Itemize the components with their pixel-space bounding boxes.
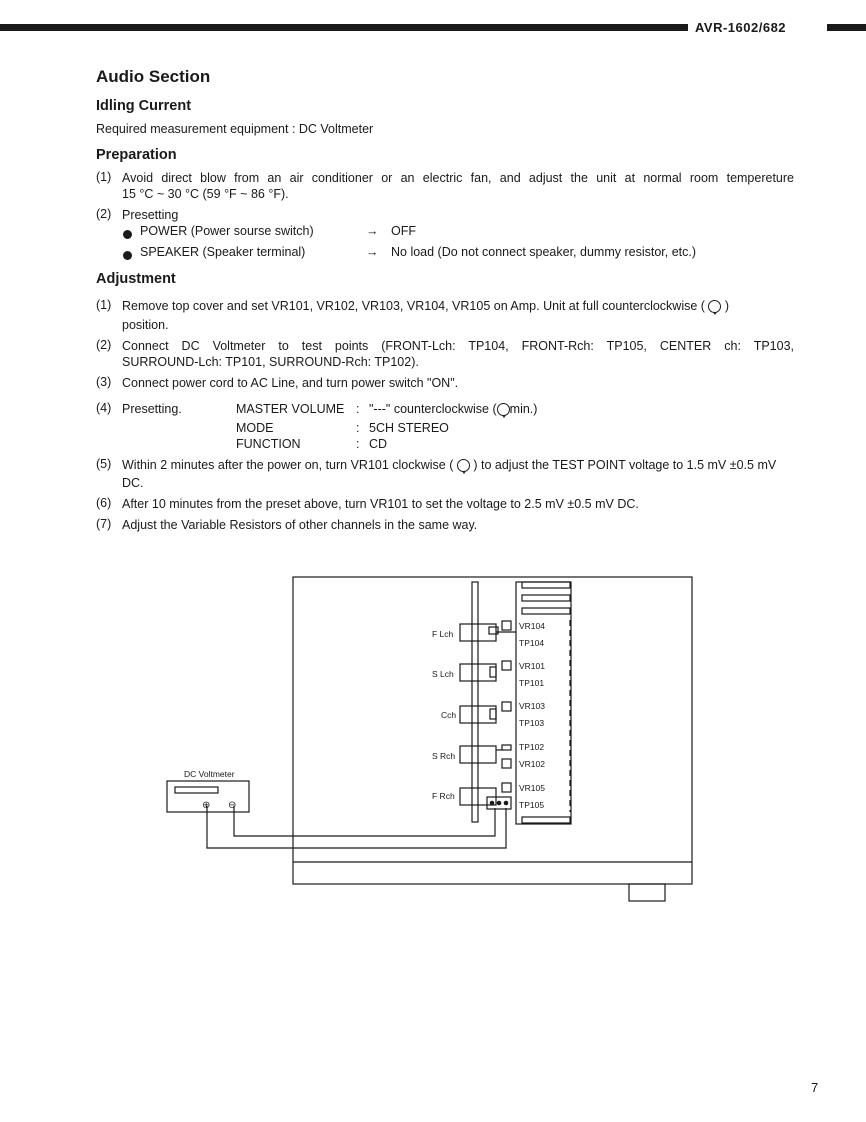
probe-wire-negative <box>234 806 495 836</box>
preset-value: OFF <box>391 224 416 238</box>
channel-module-s-rch <box>460 745 511 768</box>
step-number: (7) <box>96 517 112 531</box>
step-7-text: Adjust the Variable Resistors of other channels in the same way. <box>122 518 478 532</box>
prep-item-1-line2: 15 °C ~ 30 °C (59 °F ~ 86 °F). <box>122 187 289 201</box>
arrow-icon: → <box>366 224 379 238</box>
minus-terminal-icon: ⊖ <box>228 800 237 811</box>
preset-value: CD <box>369 437 388 451</box>
preset-separator: : <box>356 421 360 435</box>
prep-item-number: (2) <box>96 207 112 221</box>
preset-label: SPEAKER (Speaker terminal) <box>140 245 306 259</box>
step-number: (1) <box>96 298 112 312</box>
probe-wire-positive <box>207 806 506 848</box>
channel-label: Cch <box>441 710 457 720</box>
tp-label: TP103 <box>519 718 545 728</box>
channel-module-f-rch <box>460 783 511 809</box>
step-number: (4) <box>96 401 112 415</box>
step-number: (3) <box>96 375 112 389</box>
channel-label: F Rch <box>432 791 455 801</box>
step-number: (2) <box>96 338 112 352</box>
preset-value: 5CH STEREO <box>369 421 449 435</box>
channel-module-s-lch <box>460 661 511 681</box>
vr-label: VR102 <box>519 759 545 769</box>
page-number: 7 <box>811 1080 819 1095</box>
preset-separator: : <box>356 402 360 416</box>
prep-item-1-line1: Avoid direct blow from an air conditioner or an electric fan, and adjust the unit at normal room tempereture <box>122 171 794 185</box>
preset-key: FUNCTION <box>236 437 301 451</box>
tp-label: TP101 <box>519 678 545 688</box>
preset-separator: : <box>356 437 360 451</box>
step-4-label: Presetting. <box>122 402 182 416</box>
step-6-text: After 10 minutes from the preset above, turn VR101 to set the voltage to 2.5 mV ±0.5 mV DC. <box>122 497 639 511</box>
preset-label: POWER (Power sourse switch) <box>140 224 314 238</box>
step-1-text: Remove top cover and set VR101, VR102, VR103, VR104, VR105 on Amp. Unit at full counterclockwise ( ) <box>122 299 730 313</box>
preset-value: No load (Do not connect speaker, dummy resistor, etc.) <box>391 245 696 259</box>
unit-chassis <box>293 577 692 884</box>
vr-label: VR105 <box>519 783 545 793</box>
section-title: Audio Section <box>96 67 211 86</box>
subsection-title: Idling Current <box>96 98 192 114</box>
channel-module-cch <box>460 702 511 723</box>
vr-label: VR101 <box>519 661 545 671</box>
arrow-icon: → <box>366 245 379 259</box>
model-number: AVR-1602/682 <box>695 20 787 35</box>
prep-item-number: (1) <box>96 170 112 184</box>
adjustment-heading: Adjustment <box>96 271 176 287</box>
voltmeter-label: DC Voltmeter <box>184 769 235 779</box>
tp-label: TP104 <box>519 638 545 648</box>
step-number: (6) <box>96 496 112 510</box>
tp-label: TP105 <box>519 800 545 810</box>
vr-label: VR104 <box>519 621 545 631</box>
step-5-text: Within 2 minutes after the power on, turn VR101 clockwise ( ) to adjust the TEST POINT voltage to 1.5 mV ±0.5 mV <box>122 458 777 472</box>
step-number: (5) <box>96 457 112 471</box>
step-2-line2: SURROUND-Lch: TP101, SURROUND-Rch: TP102). <box>122 355 419 369</box>
plus-terminal-icon: ⊕ <box>202 800 211 811</box>
preset-key: MODE <box>236 421 274 435</box>
step-3-text: Connect power cord to AC Line, and turn power switch "ON". <box>122 376 459 390</box>
tp-label: TP102 <box>519 742 545 752</box>
preparation-heading: Preparation <box>96 147 177 163</box>
vr-label: VR103 <box>519 701 545 711</box>
step-1-line2: position. <box>122 318 169 332</box>
preset-value-master-volume: "---" counterclockwise ( min.) <box>369 402 538 416</box>
pcb-board <box>472 582 478 822</box>
step-5-line2: DC. <box>122 476 144 490</box>
preset-key: MASTER VOLUME <box>236 402 345 416</box>
channel-label: F Lch <box>432 629 454 639</box>
equipment-text: Required measurement equipment : DC Voltmeter <box>96 122 374 136</box>
chassis-foot <box>629 884 665 901</box>
channel-label: S Lch <box>432 669 454 679</box>
channel-label: S Rch <box>432 751 456 761</box>
channel-module-f-lch <box>460 621 516 641</box>
prep-item-2-text: Presetting <box>122 208 179 222</box>
step-2-line1: Connect DC Voltmeter to test points (FRONT-Lch: TP104, FRONT-Rch: TP105, CENTER ch: TP103, <box>122 339 794 353</box>
